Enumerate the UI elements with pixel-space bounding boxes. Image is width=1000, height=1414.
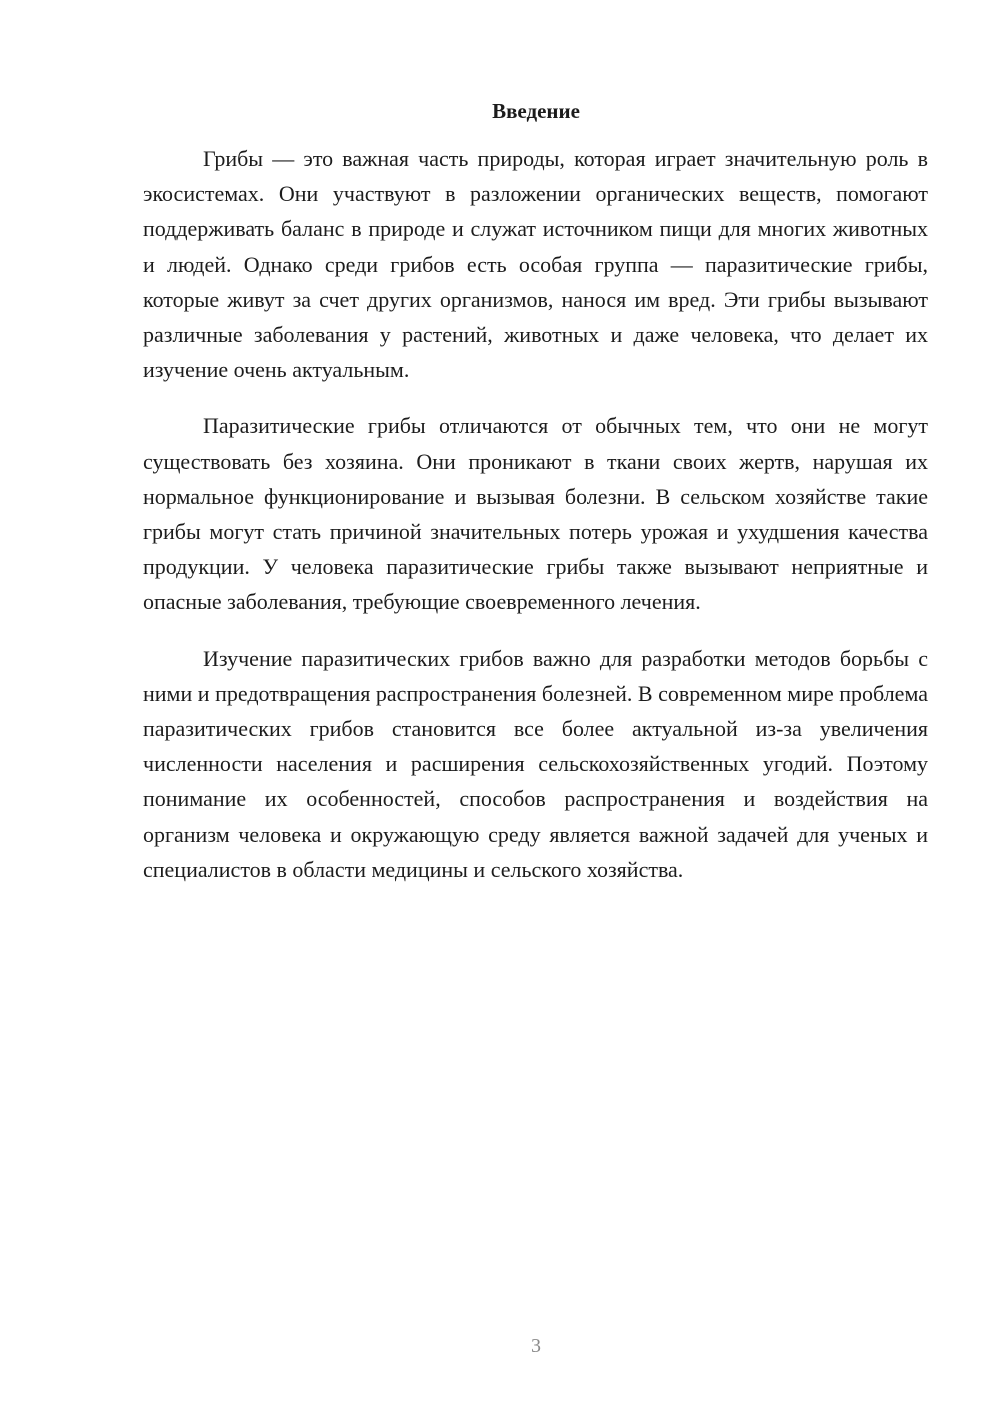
- page-number: 3: [531, 1335, 541, 1357]
- paragraph-2: Паразитические грибы отличаются от обычных тем, что они не могут существовать без хозяина. Они проникают в ткани своих жертв, нарушая их нормальное функционирование и вызывая болезни. В сельском хозяйстве такие грибы могут стать причиной значительных потерь урожая и ухудшения качества продукции. У человека паразитические грибы также вызывают неприятные и опасные заболевания, требующие своевременного лечения.: [143, 413, 928, 615]
- paragraph-3: Изучение паразитических грибов важно для разработки методов борьбы с ними и предотвращения распространения болезней. В современном мире проблема паразитических грибов становится все более актуальной из-за увеличения численности населения и расширения сельскохозяйственных угодий. Поэтому понимание их особенностей, способов распространения и воздействия на организм человека и окружающую среду является важной задачей для ученых и специалистов в области медицины и сельского хозяйства.: [143, 645, 928, 882]
- page-title: Введение: [492, 99, 580, 123]
- body-text: [143, 141, 928, 908]
- paragraph-1: Грибы — это важная часть природы, которая играет значительную роль в экосистемах. Они участвуют в разложении органических веществ, помогают поддерживать баланс в природе и служат источником пищи для многих животных и людей. Однако среди грибов есть особая группа — паразитические грибы, которые живут за счет других организмов, нанося им вред. Эти грибы вызывают различные заболевания у растений, животных и даже человека, что делает их изучение очень актуальным.: [143, 146, 928, 383]
